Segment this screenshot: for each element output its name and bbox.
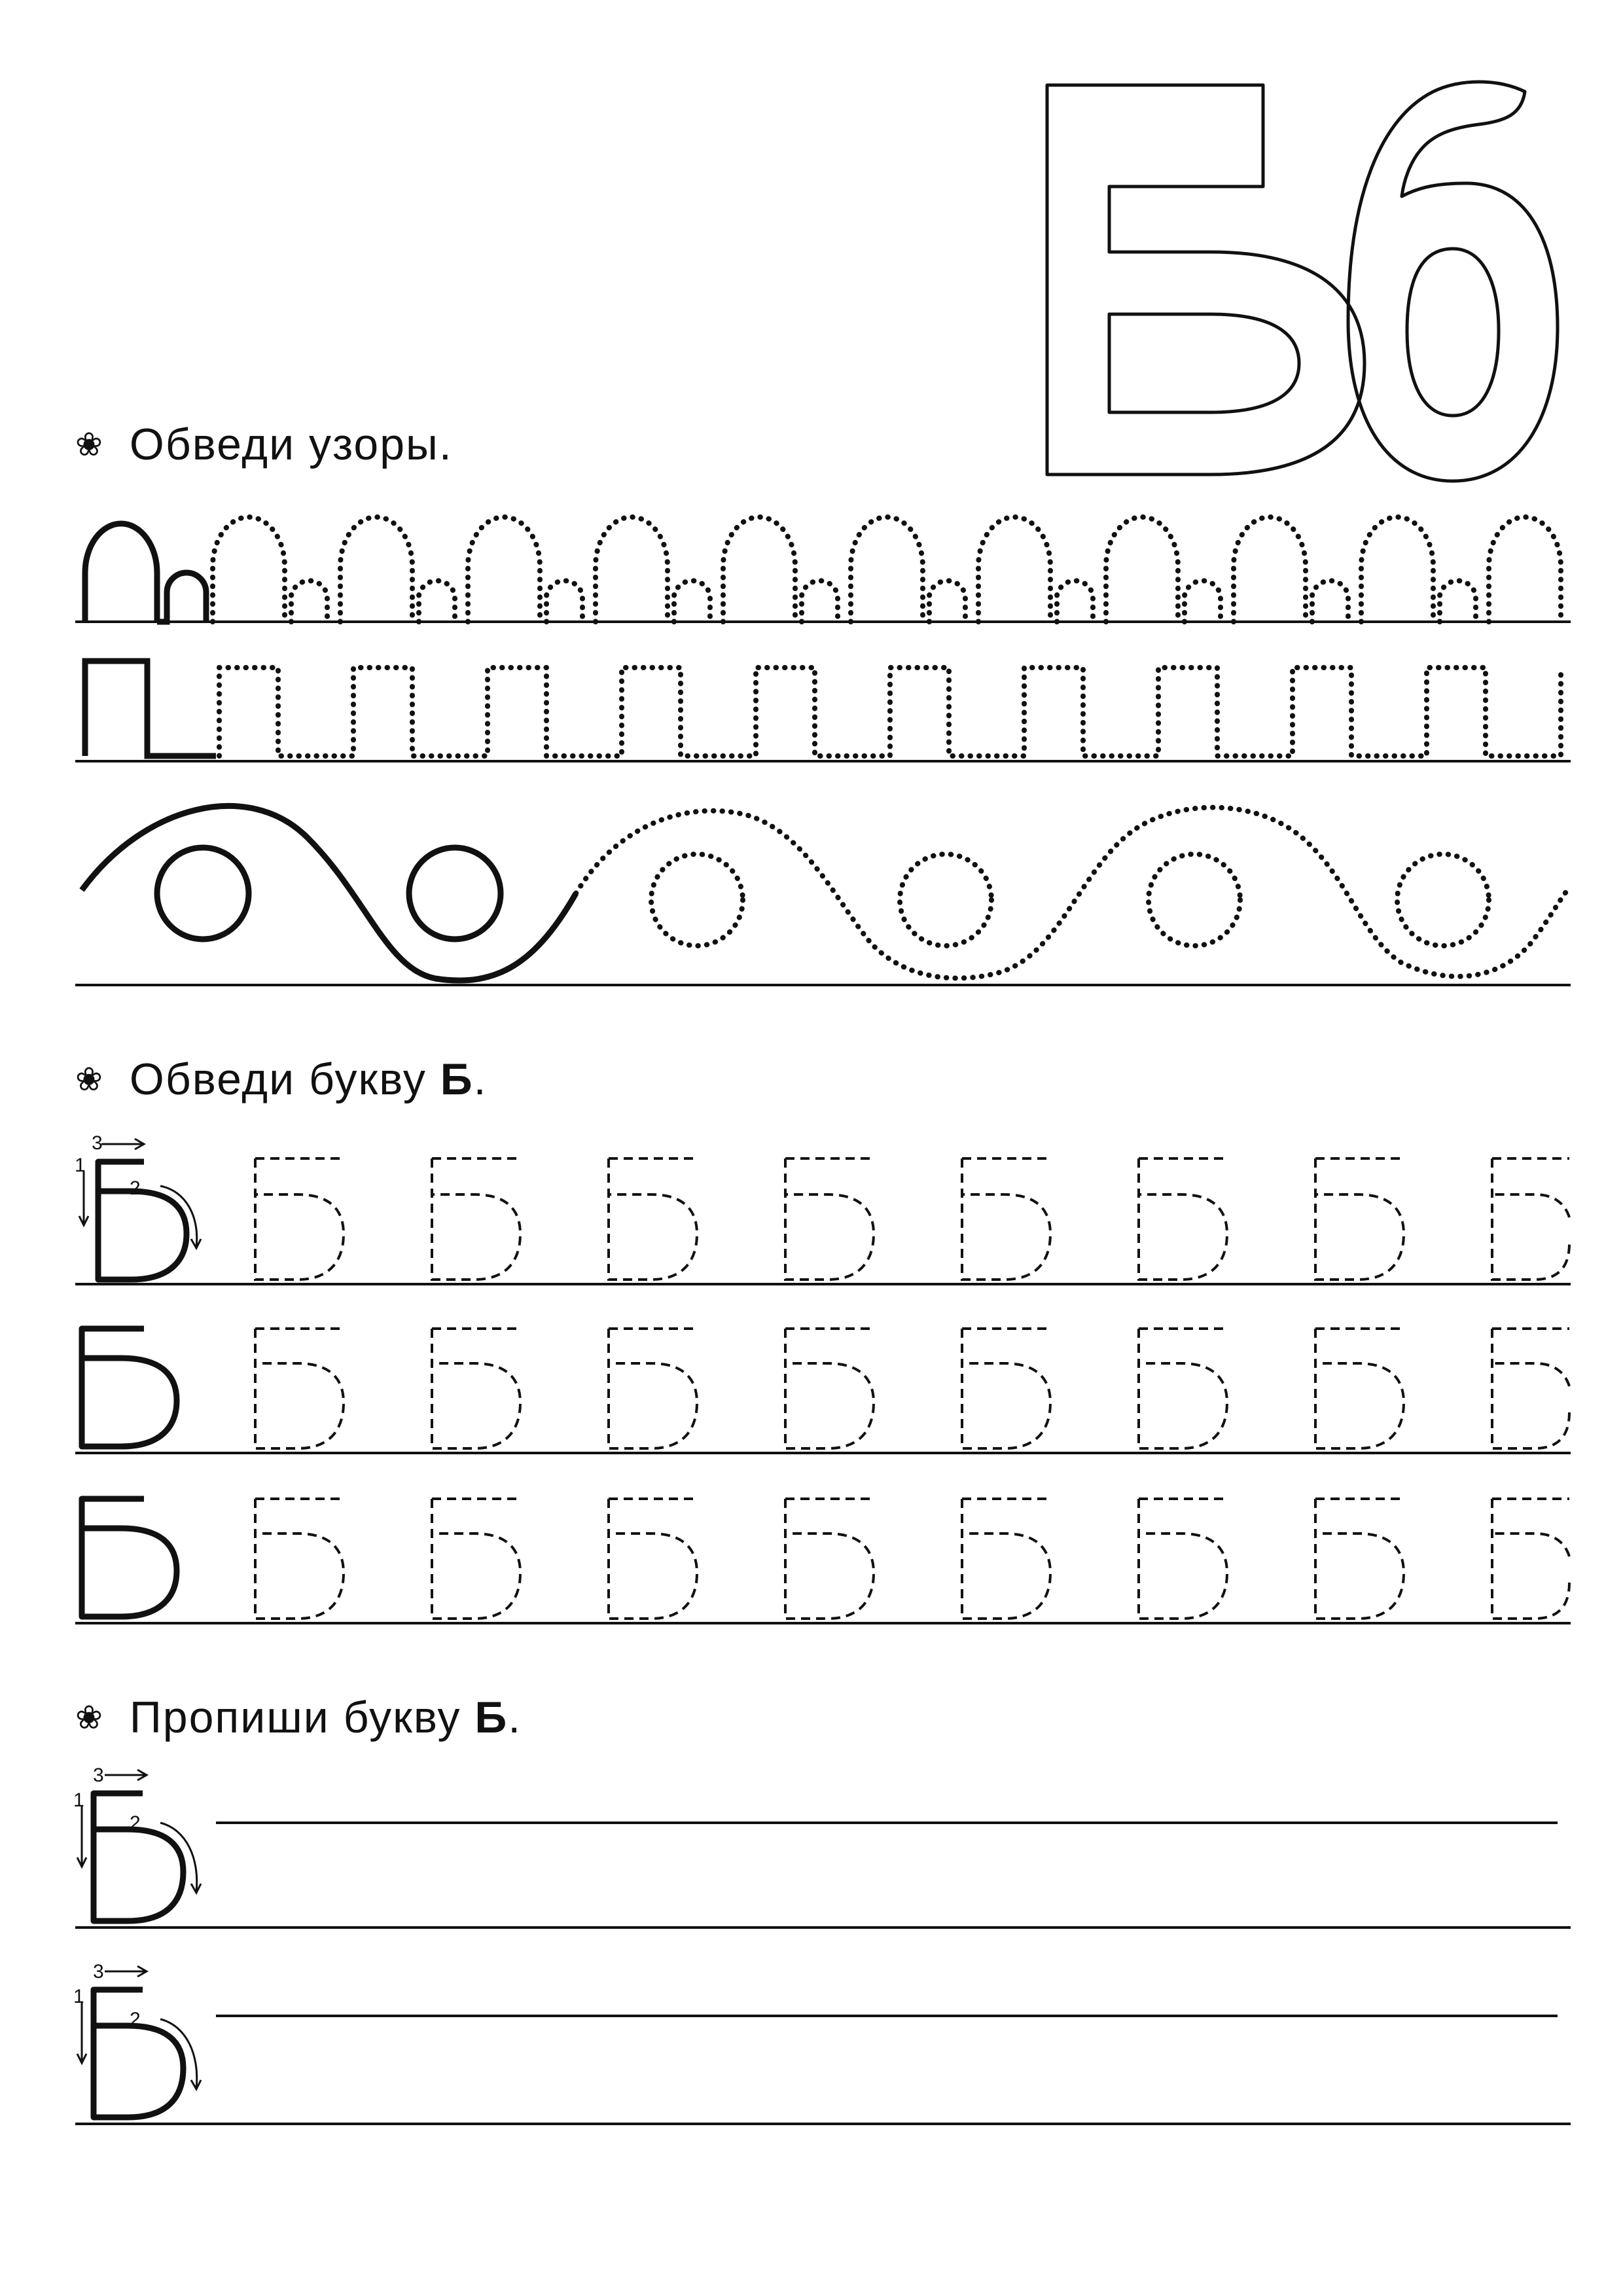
heading-tail: . bbox=[508, 1693, 522, 1742]
heading-text: Обведи букву bbox=[129, 1054, 440, 1104]
arch-dotted-10 bbox=[1361, 517, 1476, 622]
dashed-letter-be bbox=[1492, 1158, 1569, 1280]
dashed-letter-be bbox=[785, 1329, 874, 1448]
pattern-baselines bbox=[75, 622, 1571, 985]
arch-dotted-4 bbox=[596, 517, 710, 622]
dashed-letter-be bbox=[962, 1158, 1050, 1280]
dashed-letter-be bbox=[785, 1158, 874, 1280]
solid-letter-be-row2 bbox=[82, 1329, 177, 1446]
heading-text: Обведи узоры. bbox=[129, 420, 453, 469]
dashed-letter-be bbox=[609, 1499, 697, 1619]
circle-example-2 bbox=[409, 848, 501, 939]
dashed-letter-be bbox=[1139, 1499, 1227, 1619]
dashed-letter-be bbox=[1139, 1329, 1227, 1448]
heading-letter: Б bbox=[440, 1054, 474, 1104]
circle-example-1 bbox=[157, 848, 249, 939]
dashed-letter-be bbox=[609, 1329, 697, 1448]
solid-letter-be-row3 bbox=[82, 1499, 177, 1617]
stroke-number-2: 2 bbox=[130, 2009, 141, 2030]
dashed-letter-be bbox=[432, 1158, 520, 1280]
dashed-letter-be bbox=[432, 1329, 520, 1448]
dashed-letter-be bbox=[1139, 1158, 1227, 1280]
arch-dotted-2 bbox=[340, 517, 455, 622]
heading-text: Пропиши букву bbox=[129, 1693, 475, 1742]
title-letters-outline bbox=[1047, 82, 1558, 481]
stroke-number-3: 3 bbox=[93, 1765, 104, 1786]
stroke-number-2: 2 bbox=[130, 1812, 141, 1834]
big-letter-be-lower bbox=[1348, 82, 1558, 481]
dashed-letter-be bbox=[1492, 1329, 1569, 1448]
stroke-number-1: 1 bbox=[73, 1789, 84, 1811]
arch-dotted-6 bbox=[851, 517, 965, 622]
flower-icon: ❀ bbox=[75, 426, 104, 463]
stroke-number-3: 3 bbox=[93, 1961, 104, 1982]
stroke-number-3: 3 bbox=[92, 1132, 103, 1154]
heading-tail: . bbox=[473, 1054, 488, 1104]
writing-lines bbox=[75, 1823, 1571, 2124]
arch-example-solid bbox=[85, 524, 206, 622]
circle-dotted-2 bbox=[900, 854, 991, 946]
heading-letter: Б bbox=[474, 1693, 508, 1742]
stroke-number-1: 1 bbox=[75, 1155, 86, 1176]
arch-dotted-1 bbox=[213, 517, 327, 622]
flower-icon: ❀ bbox=[75, 1061, 104, 1098]
flower-icon: ❀ bbox=[75, 1699, 104, 1736]
arch-dotted-8 bbox=[1106, 517, 1221, 622]
trace-example-letters bbox=[82, 1162, 187, 1617]
dashed-letter-be bbox=[785, 1499, 874, 1619]
wave-pattern-row bbox=[82, 806, 1567, 980]
arch-dotted-11 bbox=[1489, 517, 1561, 622]
dashed-letter-be bbox=[255, 1329, 344, 1448]
circle-dotted-4 bbox=[1397, 854, 1489, 946]
dashed-letter-be bbox=[962, 1499, 1050, 1619]
meander-dotted bbox=[219, 668, 1561, 756]
dashed-letter-be bbox=[1315, 1329, 1404, 1448]
dashed-letter-be bbox=[962, 1329, 1050, 1448]
stroke-number-1: 1 bbox=[73, 1986, 84, 2007]
dashed-letter-be bbox=[1315, 1158, 1404, 1280]
dashed-trace-letters bbox=[255, 1158, 1569, 1619]
section-heading-write-letter bbox=[75, 1692, 522, 1743]
arch-dotted-5 bbox=[723, 517, 838, 622]
arch-dotted-3 bbox=[468, 517, 582, 622]
trace-baselines bbox=[75, 1284, 1571, 1623]
arch-dotted-9 bbox=[1234, 517, 1348, 622]
dashed-letter-be bbox=[255, 1158, 344, 1280]
circle-dotted-3 bbox=[1149, 854, 1240, 946]
stroke-number-2: 2 bbox=[130, 1177, 141, 1199]
meander-example-solid bbox=[85, 661, 216, 756]
meander-pattern-row bbox=[85, 661, 1561, 756]
wave-dotted bbox=[576, 808, 1567, 978]
dashed-letter-be bbox=[1492, 1499, 1569, 1619]
big-letter-be-upper bbox=[1047, 85, 1364, 475]
section-heading-trace-letter bbox=[75, 1054, 488, 1105]
dashed-letter-be bbox=[1315, 1499, 1404, 1619]
arch-dotted-7 bbox=[978, 517, 1093, 622]
arch-pattern-row bbox=[85, 517, 1561, 622]
circle-dotted-1 bbox=[651, 854, 743, 946]
dashed-letter-be bbox=[255, 1499, 344, 1619]
writing-example-letters bbox=[94, 1793, 183, 2117]
solid-letter-be-row1 bbox=[98, 1162, 187, 1280]
dashed-letter-be bbox=[432, 1499, 520, 1619]
dashed-letter-be bbox=[609, 1158, 697, 1280]
section-heading-trace-patterns bbox=[75, 419, 453, 470]
